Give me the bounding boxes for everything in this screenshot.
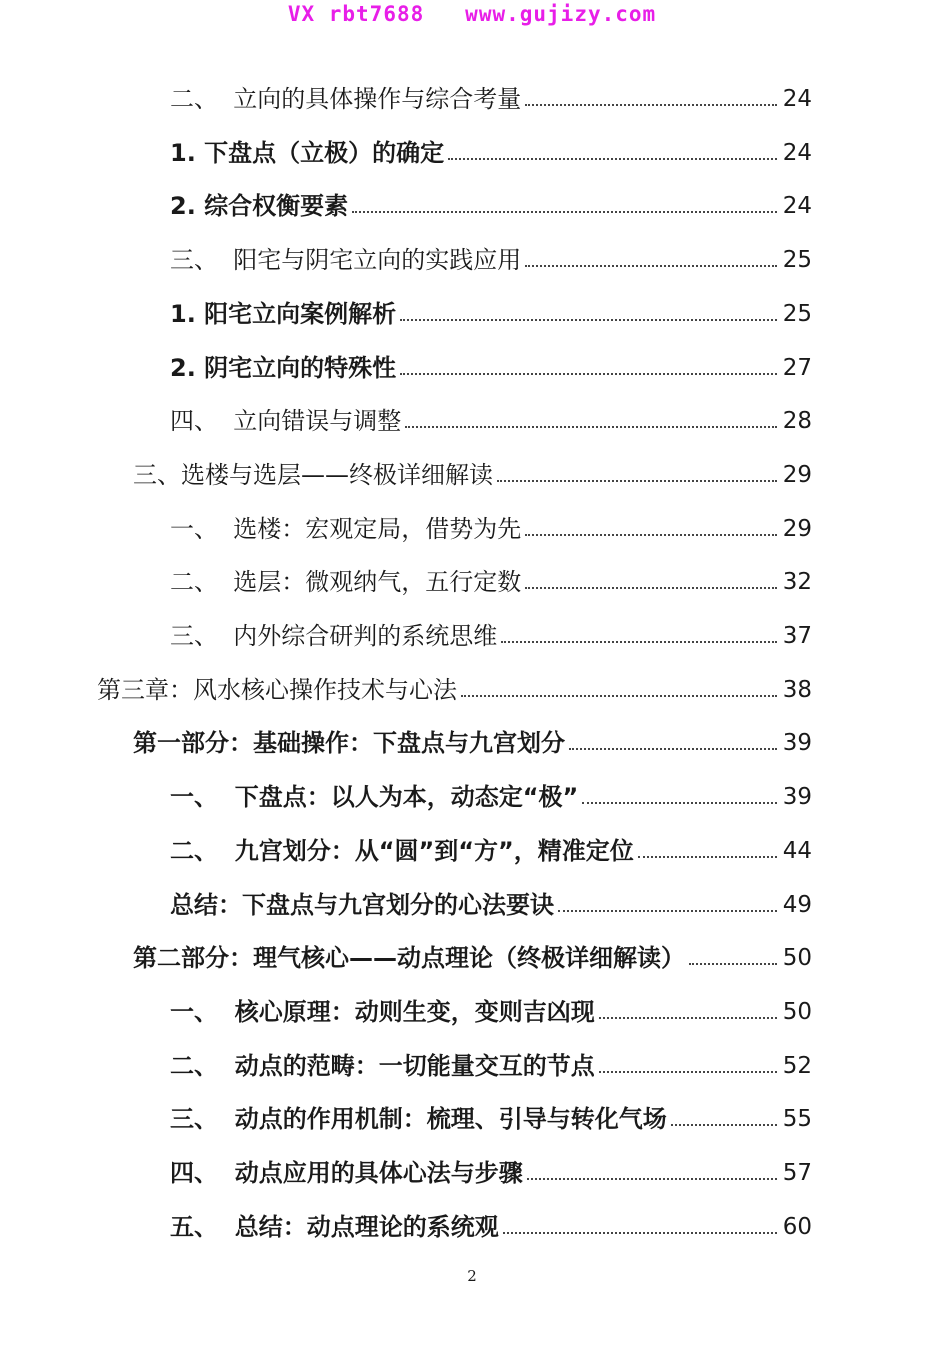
toc-entry[interactable]: [97, 665, 812, 705]
toc-entry-title: 阳宅与阴宅立向的实践应用: [233, 246, 522, 275]
toc-entry-page: 24: [782, 86, 812, 112]
toc-entry-title: 动点应用的具体心法与步骤: [234, 1159, 523, 1187]
toc-entry[interactable]: [170, 987, 812, 1027]
toc-entry-number: 二、: [170, 85, 234, 113]
toc-entry-title: 阴宅立向的特殊性: [204, 353, 397, 382]
toc-entry-title: 立向的具体操作与综合考量: [233, 85, 522, 113]
toc-entry[interactable]: [133, 718, 812, 758]
toc-entry[interactable]: [170, 772, 812, 812]
toc-entry-page: 50: [782, 998, 812, 1025]
toc-entry-title: 核心原理：动则生变，变则吉凶现: [234, 997, 595, 1026]
toc-dot-leader: [599, 1071, 777, 1073]
toc-entry-page: 32: [782, 569, 812, 596]
toc-entry-number: 一、: [170, 514, 234, 543]
toc-entry-title: 选楼与选层——终极详细解读: [181, 460, 493, 489]
toc-dot-leader: [448, 158, 777, 160]
toc-entry-title: 第三章：风水核心操作技术与心法: [97, 675, 457, 704]
toc-entry[interactable]: [170, 611, 812, 651]
toc-dot-leader: [501, 641, 776, 643]
toc-entry-number: 三、: [170, 622, 234, 650]
toc-entry-number: 三、: [133, 460, 181, 489]
toc-entry-number: 2.: [170, 353, 205, 382]
toc-entry-page: 50: [782, 945, 812, 972]
toc-entry[interactable]: [170, 181, 812, 221]
toc-entry-title: 总结：下盘点与九宫划分的心法要诀: [170, 890, 554, 919]
toc-entry[interactable]: [170, 1041, 812, 1081]
toc-entry-number: 三、: [170, 1105, 235, 1134]
toc-entry-number: 1.: [170, 299, 205, 328]
toc-entry-page: 27: [782, 354, 812, 381]
toc-entry-title: 内外综合研判的系统思维: [233, 622, 498, 650]
toc-dot-leader: [599, 1017, 777, 1019]
toc-entry-title: 总结：动点理论的系统观: [234, 1212, 499, 1241]
toc-entry-title: 下盘点（立极）的确定: [204, 138, 445, 167]
toc-entry-title: 选层：微观纳气，五行定数: [233, 568, 522, 597]
toc-entry-number: 二、: [170, 1051, 235, 1080]
toc-entry-title: 立向错误与调整: [233, 407, 402, 436]
toc-entry[interactable]: [170, 396, 812, 436]
page-number: 2: [467, 1267, 477, 1285]
toc-entry[interactable]: [170, 128, 812, 168]
toc-dot-leader: [525, 104, 776, 106]
toc-entry-number: 五、: [170, 1212, 235, 1241]
toc-entry-page: 29: [782, 461, 812, 488]
toc-entry-number: 2.: [170, 192, 205, 221]
toc-entry-page: 60: [782, 1213, 812, 1240]
toc-entry[interactable]: [133, 933, 812, 973]
toc-entry[interactable]: [170, 343, 812, 383]
toc-dot-leader: [525, 265, 776, 267]
toc-entry[interactable]: [170, 880, 812, 920]
toc-entry-title: 第一部分：基础操作：下盘点与九宫划分: [133, 729, 565, 758]
toc-entry-title: 第二部分：理气核心——动点理论（终极详细解读）: [133, 944, 685, 973]
toc-entry[interactable]: [170, 74, 812, 114]
toc-dot-leader: [569, 748, 777, 750]
toc-entry[interactable]: [170, 1202, 812, 1242]
toc-entry-page: 25: [782, 300, 812, 327]
toc-entry-number: 一、: [170, 783, 235, 812]
toc-entry[interactable]: [170, 1148, 812, 1188]
toc-entry-page: 24: [782, 139, 812, 166]
toc-entry-number: 二、: [170, 568, 234, 597]
toc-entry[interactable]: [170, 504, 812, 544]
toc-entry-page: 44: [782, 837, 812, 864]
toc-entry-page: 29: [782, 515, 812, 542]
toc-entry-page: 52: [782, 1052, 812, 1079]
toc-dot-leader: [461, 695, 777, 697]
toc-entry-page: 39: [782, 784, 812, 811]
toc-entry[interactable]: [170, 235, 812, 275]
toc-entry-number: 四、: [170, 1159, 235, 1187]
toc-entry-page: 37: [782, 623, 812, 649]
toc-entry-page: 28: [782, 408, 812, 435]
toc-entry-title: 下盘点：以人为本，动态定“极”: [234, 783, 579, 812]
toc-entry[interactable]: [170, 289, 812, 329]
toc-dot-leader: [525, 587, 776, 589]
toc-entry-title: 动点的作用机制：梳理、引导与转化气场: [234, 1105, 667, 1134]
toc-dot-leader: [527, 1178, 777, 1180]
toc-entry-title: 动点的范畴：一切能量交互的节点: [234, 1051, 595, 1080]
toc-dot-leader: [638, 856, 777, 858]
toc-entry-page: 24: [782, 193, 812, 220]
toc-entry-title: 选楼：宏观定局，借势为先: [233, 514, 522, 543]
toc-dot-leader: [582, 802, 776, 804]
toc-entry-page: 49: [782, 891, 812, 918]
toc-entry-number: 三、: [170, 246, 234, 275]
toc-entry-page: 55: [782, 1106, 812, 1133]
toc-entry[interactable]: [170, 1094, 812, 1134]
toc-dot-leader: [400, 373, 777, 375]
watermark-text: VX rbt7688 www.gujizy.com: [287, 2, 657, 26]
toc-dot-leader: [525, 534, 776, 536]
toc-entry[interactable]: [170, 557, 812, 597]
toc-dot-leader: [689, 963, 777, 965]
toc-entry-title: 阳宅立向案例解析: [204, 299, 397, 328]
toc-entry-number: 一、: [170, 997, 235, 1026]
toc-entry-title: 综合权衡要素: [204, 192, 349, 221]
toc-entry-number: 四、: [170, 407, 234, 436]
toc-entry-page: 57: [782, 1160, 812, 1186]
toc-dot-leader: [497, 480, 777, 482]
toc-entry-number: 1.: [170, 138, 205, 167]
toc-entry-title: 九宫划分：从“圆”到“方”，精准定位: [234, 836, 634, 865]
toc-dot-leader: [671, 1124, 777, 1126]
toc-entry-page: 39: [782, 730, 812, 757]
toc-entry-number: 二、: [170, 836, 235, 865]
toc-dot-leader: [503, 1232, 777, 1234]
toc-entry-page: 25: [782, 247, 812, 274]
toc-dot-leader: [558, 910, 777, 912]
toc-dot-leader: [352, 211, 777, 213]
toc-dot-leader: [405, 426, 776, 428]
toc-entry[interactable]: [170, 826, 812, 866]
toc-entry[interactable]: [133, 450, 812, 490]
toc-dot-leader: [400, 319, 777, 321]
toc-entry-page: 38: [782, 676, 812, 703]
